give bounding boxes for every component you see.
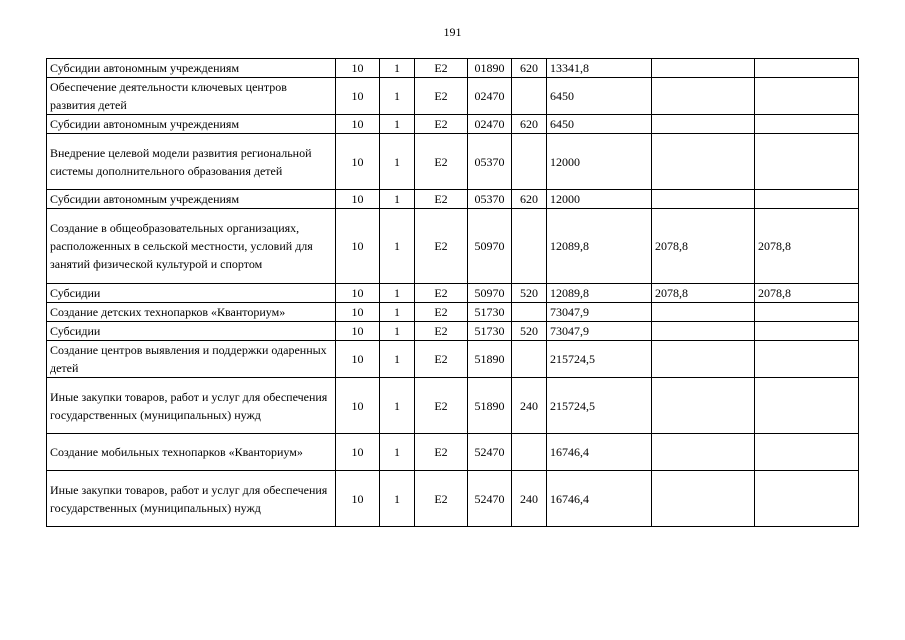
row-name: Субсидии автономным учреждениям	[47, 190, 336, 209]
amount-year1: 12089,8	[547, 284, 652, 303]
project-code: E2	[415, 59, 468, 78]
subsection-code: 1	[380, 78, 415, 115]
project-code: E2	[415, 209, 468, 284]
subsection-code: 1	[380, 59, 415, 78]
article-code: 52470	[468, 471, 512, 527]
amount-year1: 73047,9	[547, 303, 652, 322]
amount-year3: 2078,8	[755, 209, 859, 284]
budget-table	[46, 58, 859, 527]
subsection-code: 1	[380, 322, 415, 341]
article-code: 51890	[468, 378, 512, 434]
section-code: 10	[336, 59, 380, 78]
row-name: Создание мобильных технопарков «Кванториум»	[47, 434, 336, 471]
row-name: Создание детских технопарков «Кванториум»	[47, 303, 336, 322]
article-code: 52470	[468, 434, 512, 471]
project-code: E2	[415, 341, 468, 378]
amount-year3	[755, 190, 859, 209]
section-code: 10	[336, 134, 380, 190]
row-name: Создание центров выявления и поддержки одаренных детей	[47, 341, 336, 378]
section-code: 10	[336, 115, 380, 134]
article-code: 02470	[468, 115, 512, 134]
amount-year1: 16746,4	[547, 471, 652, 527]
amount-year3	[755, 134, 859, 190]
row-name: Субсидии	[47, 322, 336, 341]
project-code: E2	[415, 322, 468, 341]
amount-year2	[652, 378, 755, 434]
project-code: E2	[415, 134, 468, 190]
article-code: 05370	[468, 190, 512, 209]
table-row	[47, 59, 859, 78]
amount-year2: 2078,8	[652, 209, 755, 284]
section-code: 10	[336, 78, 380, 115]
subsection-code: 1	[380, 341, 415, 378]
section-code: 10	[336, 284, 380, 303]
subsection-code: 1	[380, 434, 415, 471]
row-name: Субсидии автономным учреждениям	[47, 115, 336, 134]
amount-year3: 2078,8	[755, 284, 859, 303]
amount-year2	[652, 434, 755, 471]
page-number: 191	[443, 25, 462, 39]
expense-type-code	[512, 341, 547, 378]
amount-year2	[652, 190, 755, 209]
subsection-code: 1	[380, 378, 415, 434]
expense-type-code: 620	[512, 115, 547, 134]
section-code: 10	[336, 209, 380, 284]
project-code: E2	[415, 190, 468, 209]
project-code: E2	[415, 115, 468, 134]
amount-year1: 12000	[547, 190, 652, 209]
subsection-code: 1	[380, 303, 415, 322]
table-row	[47, 434, 859, 471]
article-code: 05370	[468, 134, 512, 190]
row-name: Субсидии автономным учреждениям	[47, 59, 336, 78]
expense-type-code	[512, 434, 547, 471]
table-row	[47, 471, 859, 527]
amount-year3	[755, 341, 859, 378]
amount-year1: 6450	[547, 115, 652, 134]
table-row	[47, 303, 859, 322]
amount-year2	[652, 78, 755, 115]
row-name: Иные закупки товаров, работ и услуг для обеспечения государственных (муниципальных) нужд	[47, 471, 336, 527]
amount-year3	[755, 115, 859, 134]
project-code: E2	[415, 471, 468, 527]
amount-year1: 12089,8	[547, 209, 652, 284]
article-code: 51730	[468, 322, 512, 341]
project-code: E2	[415, 78, 468, 115]
amount-year2	[652, 322, 755, 341]
expense-type-code	[512, 134, 547, 190]
article-code: 02470	[468, 78, 512, 115]
expense-type-code: 520	[512, 322, 547, 341]
table-row	[47, 115, 859, 134]
amount-year1: 16746,4	[547, 434, 652, 471]
subsection-code: 1	[380, 284, 415, 303]
amount-year3	[755, 59, 859, 78]
amount-year1: 12000	[547, 134, 652, 190]
subsection-code: 1	[380, 471, 415, 527]
subsection-code: 1	[380, 115, 415, 134]
amount-year3	[755, 434, 859, 471]
section-code: 10	[336, 303, 380, 322]
project-code: E2	[415, 434, 468, 471]
article-code: 50970	[468, 209, 512, 284]
subsection-code: 1	[380, 134, 415, 190]
expense-type-code: 620	[512, 59, 547, 78]
subsection-code: 1	[380, 190, 415, 209]
article-code: 51730	[468, 303, 512, 322]
expense-type-code	[512, 209, 547, 284]
amount-year2	[652, 471, 755, 527]
section-code: 10	[336, 190, 380, 209]
expense-type-code: 240	[512, 378, 547, 434]
section-code: 10	[336, 341, 380, 378]
project-code: E2	[415, 378, 468, 434]
amount-year3	[755, 378, 859, 434]
section-code: 10	[336, 322, 380, 341]
table-row	[47, 378, 859, 434]
amount-year1: 13341,8	[547, 59, 652, 78]
table-row	[47, 134, 859, 190]
section-code: 10	[336, 434, 380, 471]
row-name: Создание в общеобразовательных организациях, расположенных в сельской местности, условий для занятий физической культурой и спортом	[47, 209, 336, 284]
table-row	[47, 209, 859, 284]
amount-year2	[652, 341, 755, 378]
table-row	[47, 341, 859, 378]
expense-type-code: 520	[512, 284, 547, 303]
article-code: 01890	[468, 59, 512, 78]
row-name: Внедрение целевой модели развития региональной системы дополнительного образования детей	[47, 134, 336, 190]
row-name: Обеспечение деятельности ключевых центров развития детей	[47, 78, 336, 115]
amount-year3	[755, 303, 859, 322]
table-row	[47, 284, 859, 303]
expense-type-code: 240	[512, 471, 547, 527]
project-code: E2	[415, 303, 468, 322]
amount-year2	[652, 134, 755, 190]
article-code: 50970	[468, 284, 512, 303]
expense-type-code	[512, 303, 547, 322]
project-code: E2	[415, 284, 468, 303]
section-code: 10	[336, 471, 380, 527]
amount-year2	[652, 59, 755, 78]
amount-year3	[755, 78, 859, 115]
expense-type-code	[512, 78, 547, 115]
table-row	[47, 322, 859, 341]
subsection-code: 1	[380, 209, 415, 284]
table-row	[47, 190, 859, 209]
amount-year2	[652, 115, 755, 134]
amount-year1: 215724,5	[547, 378, 652, 434]
table-row	[47, 78, 859, 115]
amount-year2: 2078,8	[652, 284, 755, 303]
row-name: Субсидии	[47, 284, 336, 303]
amount-year1: 6450	[547, 78, 652, 115]
section-code: 10	[336, 378, 380, 434]
amount-year3	[755, 322, 859, 341]
row-name: Иные закупки товаров, работ и услуг для обеспечения государственных (муниципальных) нужд	[47, 378, 336, 434]
article-code: 51890	[468, 341, 512, 378]
amount-year1: 215724,5	[547, 341, 652, 378]
amount-year2	[652, 303, 755, 322]
expense-type-code: 620	[512, 190, 547, 209]
amount-year3	[755, 471, 859, 527]
amount-year1: 73047,9	[547, 322, 652, 341]
